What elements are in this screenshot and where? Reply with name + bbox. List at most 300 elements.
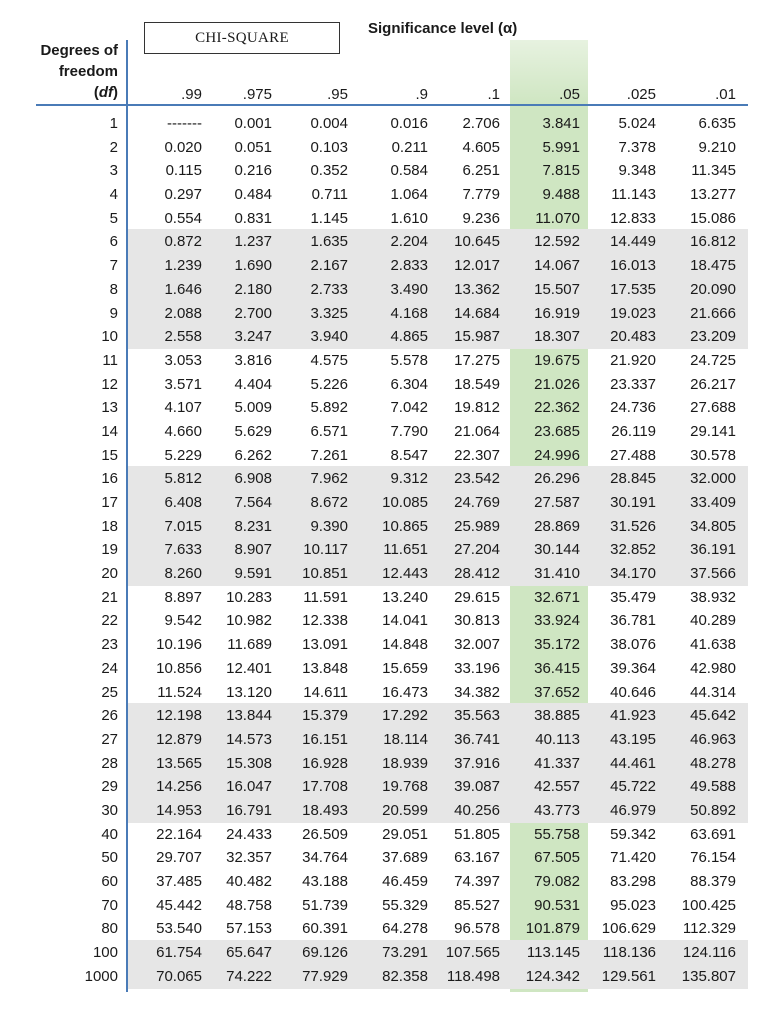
value-cell: 46.459	[382, 873, 428, 890]
value-cell: 40.256	[454, 801, 500, 819]
value-cell: 34.805	[690, 517, 736, 535]
value-cell: 1.690	[234, 257, 272, 275]
value-cell: 100.425	[681, 896, 736, 914]
value-cell: 41.923	[610, 707, 656, 725]
value-cell: 29.141	[690, 422, 736, 440]
value-cell: 2.700	[234, 304, 272, 322]
value-cell: 107.565	[445, 944, 500, 962]
value-cell: 129.561	[601, 967, 656, 985]
df-cell: 24	[101, 659, 118, 677]
value-cell: 10.645	[454, 233, 500, 251]
value-cell: 32.000	[690, 470, 736, 488]
df-cell: 17	[101, 494, 118, 511]
value-cell: 0.211	[391, 138, 428, 156]
table-row	[0, 657, 768, 681]
value-cell: 23.209	[690, 328, 736, 346]
value-cell: 3.940	[310, 328, 348, 346]
value-cell: 38.932	[690, 588, 736, 606]
table-row	[0, 799, 768, 823]
value-cell: 0.004	[310, 115, 348, 132]
table-row	[0, 752, 768, 776]
value-cell: 1.239	[164, 257, 202, 275]
alpha-header-cell: .99	[181, 86, 202, 103]
value-cell: 79.082	[534, 873, 580, 890]
value-cell: 3.325	[310, 304, 348, 322]
value-cell: 64.278	[382, 920, 428, 938]
value-cell: 13.565	[156, 754, 202, 772]
df-cell: 28	[101, 754, 118, 772]
value-cell: 28.412	[454, 565, 500, 583]
value-cell: 16.919	[534, 304, 580, 322]
value-cell: 10.196	[156, 636, 202, 654]
value-cell: 12.879	[156, 730, 202, 748]
alpha-header-cell: .9	[415, 86, 428, 103]
df-cell: 23	[101, 636, 118, 654]
value-cell: 16.473	[382, 683, 428, 701]
value-cell: 5.991	[542, 138, 580, 156]
chi-square-table-body	[0, 112, 768, 988]
value-cell: 14.449	[610, 233, 656, 251]
value-cell: 10.856	[156, 659, 202, 677]
value-cell: 2.204	[390, 233, 428, 251]
value-cell: 16.013	[610, 257, 656, 275]
value-cell: 48.758	[226, 896, 272, 914]
value-cell: 12.833	[610, 209, 656, 227]
value-cell: 26.509	[302, 825, 348, 843]
df-cell: 9	[109, 304, 118, 322]
value-cell: 17.275	[454, 351, 500, 369]
value-cell: 40.113	[535, 730, 580, 748]
value-cell: 106.629	[601, 920, 656, 938]
value-cell: 15.308	[226, 754, 272, 772]
value-cell: 90.531	[534, 896, 580, 914]
value-cell: 12.198	[156, 707, 202, 725]
table-row	[0, 302, 768, 326]
value-cell: 4.168	[390, 304, 428, 322]
value-cell: 55.758	[534, 825, 580, 843]
value-cell: 95.023	[610, 896, 656, 914]
value-cell: 59.342	[610, 825, 656, 843]
value-cell: 6.635	[698, 115, 736, 132]
value-cell: 23.685	[534, 422, 580, 440]
df-cell: 14	[101, 422, 118, 440]
value-cell: 24.725	[690, 351, 736, 369]
df-cell: 16	[101, 470, 118, 488]
value-cell: 0.216	[234, 162, 272, 180]
value-cell: 57.153	[226, 920, 272, 938]
df-header-line1: Degrees of	[40, 42, 118, 59]
value-cell: 7.564	[234, 494, 272, 511]
value-cell: 20.090	[690, 280, 736, 298]
table-row	[0, 846, 768, 870]
alpha-header-cell: .05	[559, 86, 580, 103]
value-cell: 13.844	[226, 707, 272, 725]
value-cell: 85.527	[454, 896, 500, 914]
value-cell: 28.869	[534, 517, 580, 535]
value-cell: 0.584	[390, 162, 428, 180]
value-cell: 0.352	[310, 162, 348, 180]
table-row	[0, 467, 768, 491]
value-cell: 1.646	[164, 280, 202, 298]
value-cell: 12.017	[454, 257, 500, 275]
value-cell: 74.222	[226, 967, 272, 985]
table-row	[0, 965, 768, 989]
table-row	[0, 728, 768, 752]
value-cell: 18.939	[382, 754, 428, 772]
value-cell: 11.689	[227, 636, 272, 654]
value-cell: 71.420	[610, 849, 656, 867]
value-cell: 124.342	[525, 967, 580, 985]
value-cell: 26.296	[534, 470, 580, 488]
value-cell: 16.928	[302, 754, 348, 772]
value-cell: 50.892	[690, 801, 736, 819]
value-cell: 40.482	[226, 873, 272, 890]
table-row	[0, 894, 768, 918]
value-cell: 101.879	[525, 920, 580, 938]
value-cell: 60.391	[302, 920, 348, 938]
table-row	[0, 373, 768, 397]
value-cell: 7.815	[542, 162, 580, 180]
value-cell: 7.378	[618, 138, 656, 156]
value-cell: 19.675	[534, 351, 580, 369]
value-cell: 88.379	[690, 873, 736, 890]
value-cell: 51.739	[302, 896, 348, 914]
value-cell: 124.116	[682, 944, 736, 962]
value-cell: 4.575	[310, 351, 348, 369]
value-cell: 42.557	[534, 778, 580, 796]
value-cell: 0.001	[234, 115, 272, 132]
table-title: CHI-SQUARE	[144, 22, 340, 54]
value-cell: 7.962	[310, 470, 348, 488]
value-cell: 40.646	[610, 683, 656, 701]
value-cell: 21.920	[610, 351, 656, 369]
table-row	[0, 349, 768, 373]
value-cell: 18.307	[534, 328, 580, 346]
value-cell: 1.145	[310, 209, 348, 227]
value-cell: 7.042	[390, 399, 428, 417]
value-cell: 12.443	[382, 565, 428, 583]
value-cell: 35.479	[610, 588, 656, 606]
value-cell: 5.024	[618, 115, 656, 132]
df-cell: 7	[109, 257, 118, 275]
value-cell: 20.599	[382, 801, 428, 819]
df-cell: 5	[109, 209, 118, 227]
table-row	[0, 870, 768, 894]
value-cell: 5.812	[164, 470, 202, 488]
value-cell: 45.642	[690, 707, 736, 725]
value-cell: 33.924	[534, 612, 580, 630]
value-cell: 4.404	[234, 375, 272, 393]
table-row	[0, 491, 768, 515]
value-cell: 9.236	[462, 209, 500, 227]
table-row	[0, 775, 768, 799]
value-cell: 14.848	[382, 636, 428, 654]
value-cell: 5.009	[234, 399, 272, 417]
value-cell: 8.907	[234, 541, 272, 559]
value-cell: 25.989	[454, 517, 500, 535]
value-cell: 9.591	[234, 565, 272, 583]
value-cell: 43.773	[534, 801, 580, 819]
value-cell: 26.217	[690, 375, 736, 393]
value-cell: 8.897	[164, 588, 202, 606]
value-cell: 7.779	[462, 186, 500, 204]
value-cell: 29.051	[382, 825, 428, 843]
df-cell: 19	[101, 541, 118, 559]
value-cell: 36.415	[534, 659, 580, 677]
table-row	[0, 681, 768, 705]
value-cell: 6.304	[390, 375, 428, 393]
value-cell: 49.588	[690, 778, 736, 796]
value-cell: 53.540	[156, 920, 202, 938]
table-row	[0, 254, 768, 278]
value-cell: 5.629	[234, 422, 272, 440]
value-cell: 44.314	[690, 683, 736, 701]
value-cell: 35.563	[454, 707, 500, 725]
table-row	[0, 396, 768, 420]
value-cell: 7.790	[390, 422, 428, 440]
value-cell: 76.154	[690, 849, 736, 867]
value-cell: 12.338	[302, 612, 348, 630]
df-cell: 10	[101, 328, 118, 346]
table-row	[0, 325, 768, 349]
table-row	[0, 823, 768, 847]
value-cell: 6.262	[234, 446, 272, 464]
value-cell: 0.103	[310, 138, 348, 156]
value-cell: 6.571	[310, 422, 348, 440]
value-cell: 30.813	[454, 612, 500, 630]
significance-level-label: Significance level (α)	[368, 20, 518, 37]
value-cell: 0.297	[164, 186, 202, 204]
value-cell: 36.741	[454, 730, 500, 748]
value-cell: 19.023	[610, 304, 656, 322]
alpha-header-cell: .1	[487, 86, 500, 103]
value-cell: 3.247	[234, 328, 272, 346]
value-cell: 6.408	[164, 494, 202, 511]
value-cell: 69.126	[302, 944, 348, 962]
value-cell: 10.117	[303, 541, 348, 559]
value-cell: 15.507	[534, 280, 580, 298]
value-cell: 38.076	[610, 636, 656, 654]
value-cell: 22.307	[454, 446, 500, 464]
value-cell: 2.706	[462, 115, 500, 132]
df-cell: 6	[109, 233, 118, 251]
df-cell: 4	[109, 186, 118, 204]
value-cell: 37.916	[454, 754, 500, 772]
value-cell: 10.085	[382, 494, 428, 511]
value-cell: 9.488	[542, 186, 580, 204]
value-cell: 2.558	[164, 328, 202, 346]
df-cell: 8	[109, 280, 118, 298]
value-cell: 63.691	[690, 825, 736, 843]
value-cell: 61.754	[156, 944, 202, 962]
value-cell: 3.053	[164, 351, 202, 369]
value-cell: 27.204	[454, 541, 500, 559]
df-header-open: (	[93, 84, 99, 101]
value-cell: 32.671	[534, 588, 580, 606]
value-cell: 13.240	[382, 588, 428, 606]
value-cell: 24.996	[534, 446, 580, 464]
value-cell: 18.475	[690, 257, 736, 275]
value-cell: 14.256	[156, 778, 202, 796]
value-cell: 35.172	[534, 636, 580, 654]
value-cell: 11.524	[157, 683, 202, 701]
value-cell: 26.119	[611, 422, 656, 440]
df-cell: 26	[101, 707, 118, 725]
value-cell: 18.493	[302, 801, 348, 819]
value-cell: 33.409	[690, 494, 736, 511]
value-cell: 0.711	[311, 186, 348, 204]
value-cell: 18.549	[454, 375, 500, 393]
value-cell: 24.433	[226, 825, 272, 843]
table-row	[0, 515, 768, 539]
value-cell: 15.659	[382, 659, 428, 677]
df-cell: 70	[101, 896, 118, 914]
value-cell: 118.136	[602, 944, 656, 962]
df-cell: 12	[101, 375, 118, 393]
table-row	[0, 586, 768, 610]
value-cell: 44.461	[610, 754, 656, 772]
value-cell: 39.087	[454, 778, 500, 796]
value-cell: 7.015	[164, 517, 202, 535]
table-row	[0, 704, 768, 728]
value-cell: 11.345	[691, 162, 736, 180]
value-cell: 17.292	[382, 707, 428, 725]
value-cell: 112.329	[682, 920, 736, 938]
value-cell: 5.226	[310, 375, 348, 393]
df-cell: 29	[101, 778, 118, 796]
value-cell: 7.261	[310, 446, 348, 464]
value-cell: 11.591	[303, 588, 348, 606]
value-cell: 83.298	[610, 873, 656, 890]
df-cell: 1	[109, 115, 118, 132]
value-cell: 11.070	[535, 209, 580, 227]
value-cell: 9.390	[310, 517, 348, 535]
alpha-header-row	[128, 86, 748, 104]
df-cell: 3	[109, 162, 118, 180]
value-cell: 4.107	[164, 399, 202, 417]
value-cell: 6.908	[234, 470, 272, 488]
value-cell: 0.554	[164, 209, 202, 227]
value-cell: 8.231	[234, 517, 272, 535]
value-cell: 6.251	[462, 162, 500, 180]
table-row	[0, 562, 768, 586]
value-cell: 41.638	[690, 636, 736, 654]
value-cell: 36.781	[610, 612, 656, 630]
value-cell: 45.442	[156, 896, 202, 914]
table-row	[0, 633, 768, 657]
value-cell: 12.401	[226, 659, 272, 677]
value-cell: 3.490	[390, 280, 428, 298]
df-cell: 30	[101, 801, 118, 819]
value-cell: 22.362	[534, 399, 580, 417]
value-cell: 9.348	[618, 162, 656, 180]
value-cell: 34.764	[302, 849, 348, 867]
value-cell: 73.291	[382, 944, 428, 962]
value-cell: 19.812	[454, 399, 500, 417]
value-cell: 37.652	[534, 683, 580, 701]
df-cell: 40	[101, 825, 118, 843]
value-cell: 13.120	[226, 683, 272, 701]
value-cell: 40.289	[690, 612, 736, 630]
value-cell: 15.379	[302, 707, 348, 725]
df-cell: 60	[101, 873, 118, 890]
value-cell: 13.362	[454, 280, 500, 298]
value-cell: 5.229	[164, 446, 202, 464]
table-row	[0, 917, 768, 941]
df-cell: 27	[101, 730, 118, 748]
value-cell: 37.689	[382, 849, 428, 867]
value-cell: 10.865	[382, 517, 428, 535]
value-cell: 16.151	[302, 730, 348, 748]
value-cell: 16.791	[226, 801, 272, 819]
value-cell: 34.170	[610, 565, 656, 583]
value-cell: 29.615	[454, 588, 500, 606]
value-cell: 37.566	[690, 565, 736, 583]
df-cell: 25	[101, 683, 118, 701]
df-cell: 22	[101, 612, 118, 630]
value-cell: 42.980	[690, 659, 736, 677]
value-cell: 2.167	[310, 257, 348, 275]
value-cell: 32.852	[610, 541, 656, 559]
value-cell: 96.578	[454, 920, 500, 938]
value-cell: 67.505	[534, 849, 580, 867]
value-cell: 82.358	[382, 967, 428, 985]
value-cell: 0.016	[390, 115, 428, 132]
df-cell: 2	[109, 138, 118, 156]
value-cell: 1.610	[390, 209, 428, 227]
value-cell: 118.498	[446, 967, 500, 985]
table-row	[0, 159, 768, 183]
value-cell: 24.769	[454, 494, 500, 511]
value-cell: 0.872	[164, 233, 202, 251]
value-cell: 13.091	[302, 636, 348, 654]
degrees-of-freedom-header	[14, 40, 118, 103]
value-cell: 3.841	[542, 115, 580, 132]
value-cell: 8.547	[390, 446, 428, 464]
value-cell: 63.167	[454, 849, 500, 867]
value-cell: 70.065	[156, 967, 202, 985]
value-cell: 14.067	[534, 257, 580, 275]
value-cell: 0.484	[234, 186, 272, 204]
value-cell: 0.115	[165, 162, 202, 180]
value-cell: 23.542	[454, 470, 500, 488]
value-cell: 17.708	[302, 778, 348, 796]
value-cell: 33.196	[454, 659, 500, 677]
value-cell: 17.535	[610, 280, 656, 298]
value-cell: 28.845	[610, 470, 656, 488]
value-cell: 10.283	[226, 588, 272, 606]
value-cell: 1.635	[310, 233, 348, 251]
value-cell: 1.237	[234, 233, 272, 251]
value-cell: 9.210	[698, 138, 736, 156]
value-cell: 1.064	[390, 186, 428, 204]
value-cell: 13.848	[302, 659, 348, 677]
value-cell: 3.816	[234, 351, 272, 369]
df-header-line2: freedom	[58, 63, 118, 80]
alpha-header-cell: .95	[327, 86, 348, 103]
df-header-abbr: df	[98, 84, 113, 101]
value-cell: 27.688	[690, 399, 736, 417]
value-cell: 11.651	[383, 541, 428, 559]
value-cell: 37.485	[156, 873, 202, 890]
value-cell: 8.672	[310, 494, 348, 511]
alpha-header-cell: .01	[715, 86, 736, 103]
value-cell: 0.051	[234, 138, 272, 156]
value-cell: 31.410	[534, 565, 580, 583]
value-cell: 0.831	[234, 209, 272, 227]
value-cell: 2.180	[234, 280, 272, 298]
value-cell: 13.277	[690, 186, 736, 204]
